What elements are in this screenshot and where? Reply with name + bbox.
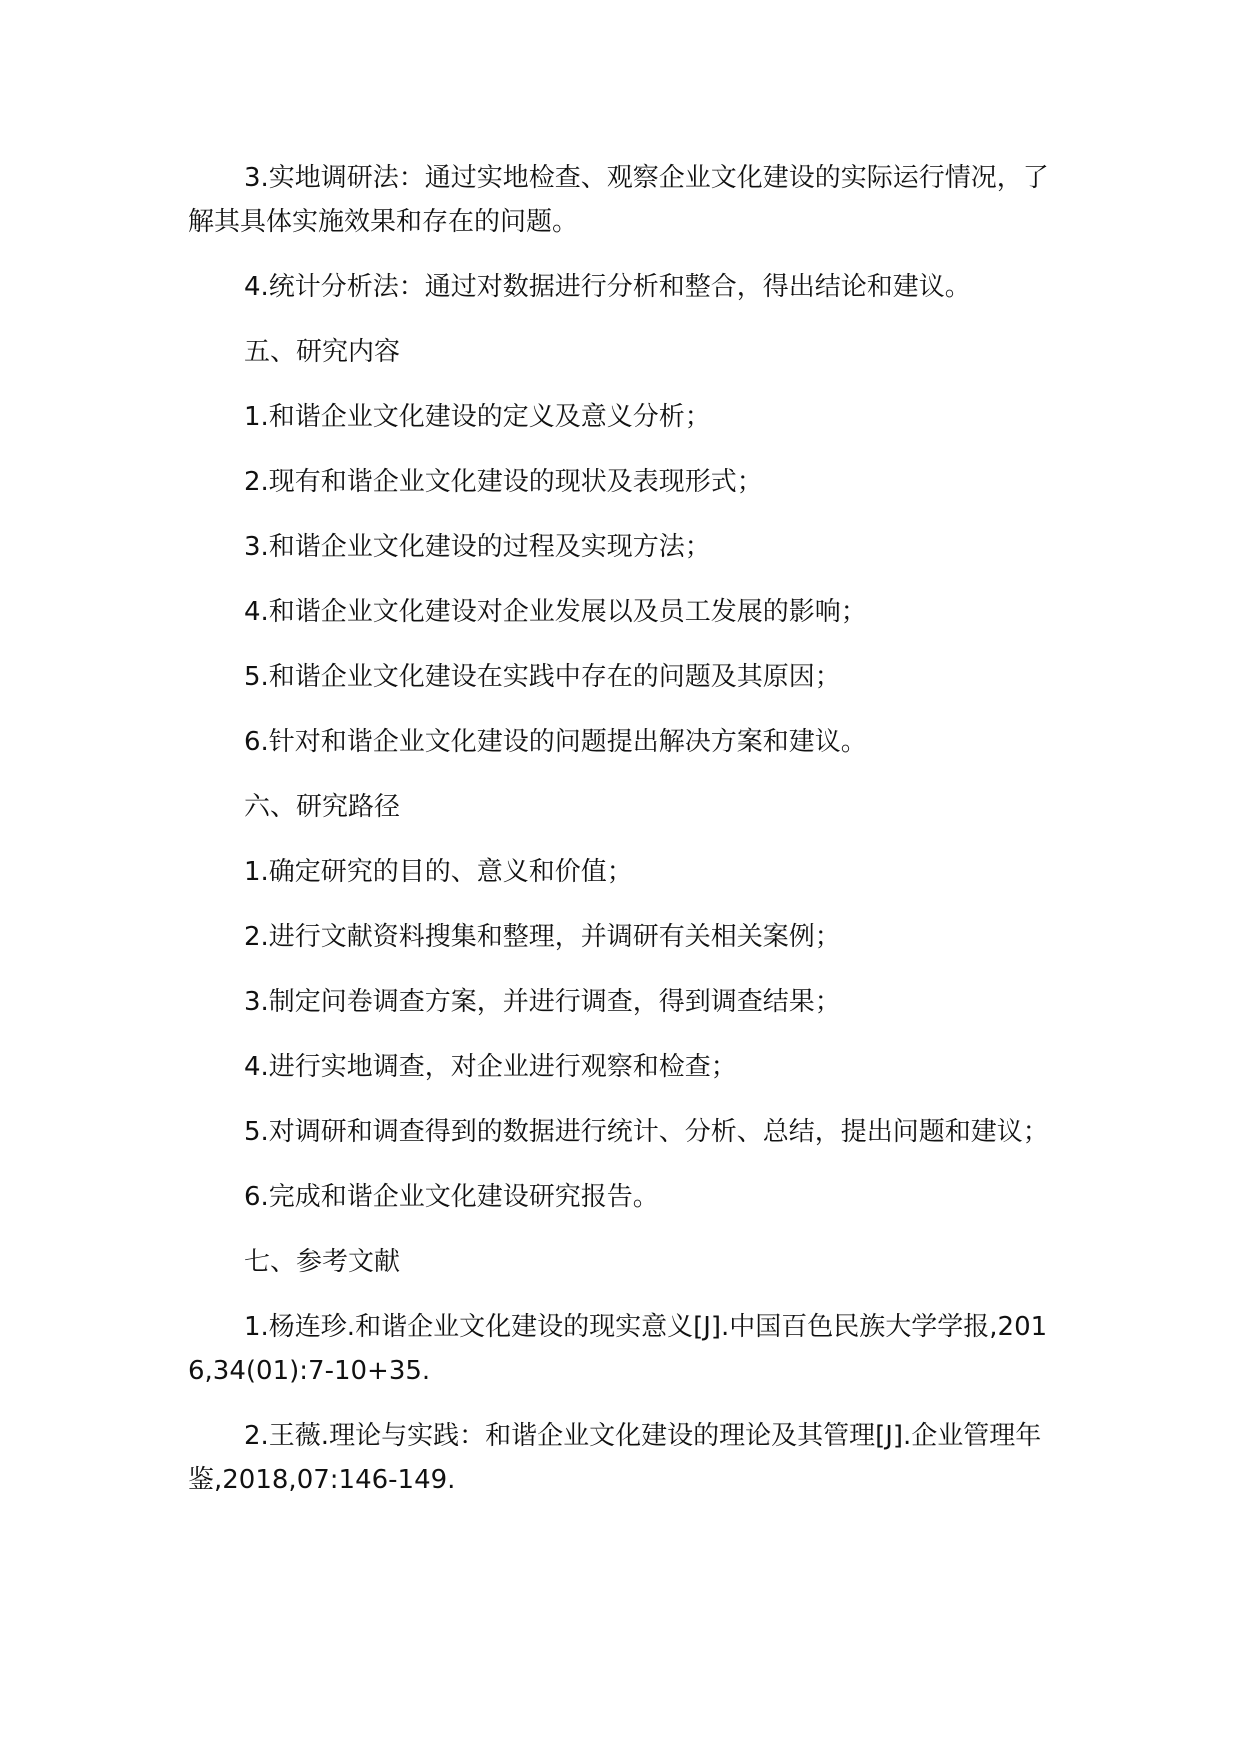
reference-item-2: 2.王薇.理论与实践：和谐企业文化建设的理论及其管理[J].企业管理年鉴,2018,07:146-149. bbox=[188, 1421, 1042, 1495]
paragraph-method-field-research: 3.实地调研法：通过实地检查、观察企业文化建设的实际运行情况，了解其具体实施效果和存在的问题。 bbox=[188, 163, 1049, 237]
section-heading-references: 七、参考文献 bbox=[244, 1247, 401, 1277]
list-item-path-4: 4.进行实地调查，对企业进行观察和检查； bbox=[244, 1052, 737, 1082]
list-item-content-6: 6.针对和谐企业文化建设的问题提出解决方案和建议。 bbox=[244, 727, 867, 757]
list-item-content-2: 2.现有和谐企业文化建设的现状及表现形式； bbox=[244, 467, 763, 497]
list-item-path-5: 5.对调研和调查得到的数据进行统计、分析、总结，提出问题和建议； bbox=[244, 1117, 1049, 1147]
document-body bbox=[188, 156, 1068, 1523]
list-item-content-3: 3.和谐企业文化建设的过程及实现方法； bbox=[244, 532, 711, 562]
paragraph-method-statistical-analysis: 4.统计分析法：通过对数据进行分析和整合，得出结论和建议。 bbox=[244, 272, 971, 302]
section-heading-research-path: 六、研究路径 bbox=[244, 792, 401, 822]
list-item-path-6: 6.完成和谐企业文化建设研究报告。 bbox=[244, 1182, 659, 1212]
section-heading-research-content: 五、研究内容 bbox=[244, 337, 401, 367]
list-item-path-1: 1.确定研究的目的、意义和价值； bbox=[244, 857, 633, 887]
list-item-content-5: 5.和谐企业文化建设在实践中存在的问题及其原因； bbox=[244, 662, 841, 692]
list-item-content-4: 4.和谐企业文化建设对企业发展以及员工发展的影响； bbox=[244, 597, 867, 627]
list-item-content-1: 1.和谐企业文化建设的定义及意义分析； bbox=[244, 402, 711, 432]
list-item-path-3: 3.制定问卷调查方案，并进行调查，得到调查结果； bbox=[244, 987, 841, 1017]
list-item-path-2: 2.进行文献资料搜集和整理，并调研有关相关案例； bbox=[244, 922, 841, 952]
reference-item-1: 1.杨连珍.和谐企业文化建设的现实意义[J].中国百色民族大学学报,2016,34(01):7-10+35. bbox=[188, 1312, 1048, 1386]
